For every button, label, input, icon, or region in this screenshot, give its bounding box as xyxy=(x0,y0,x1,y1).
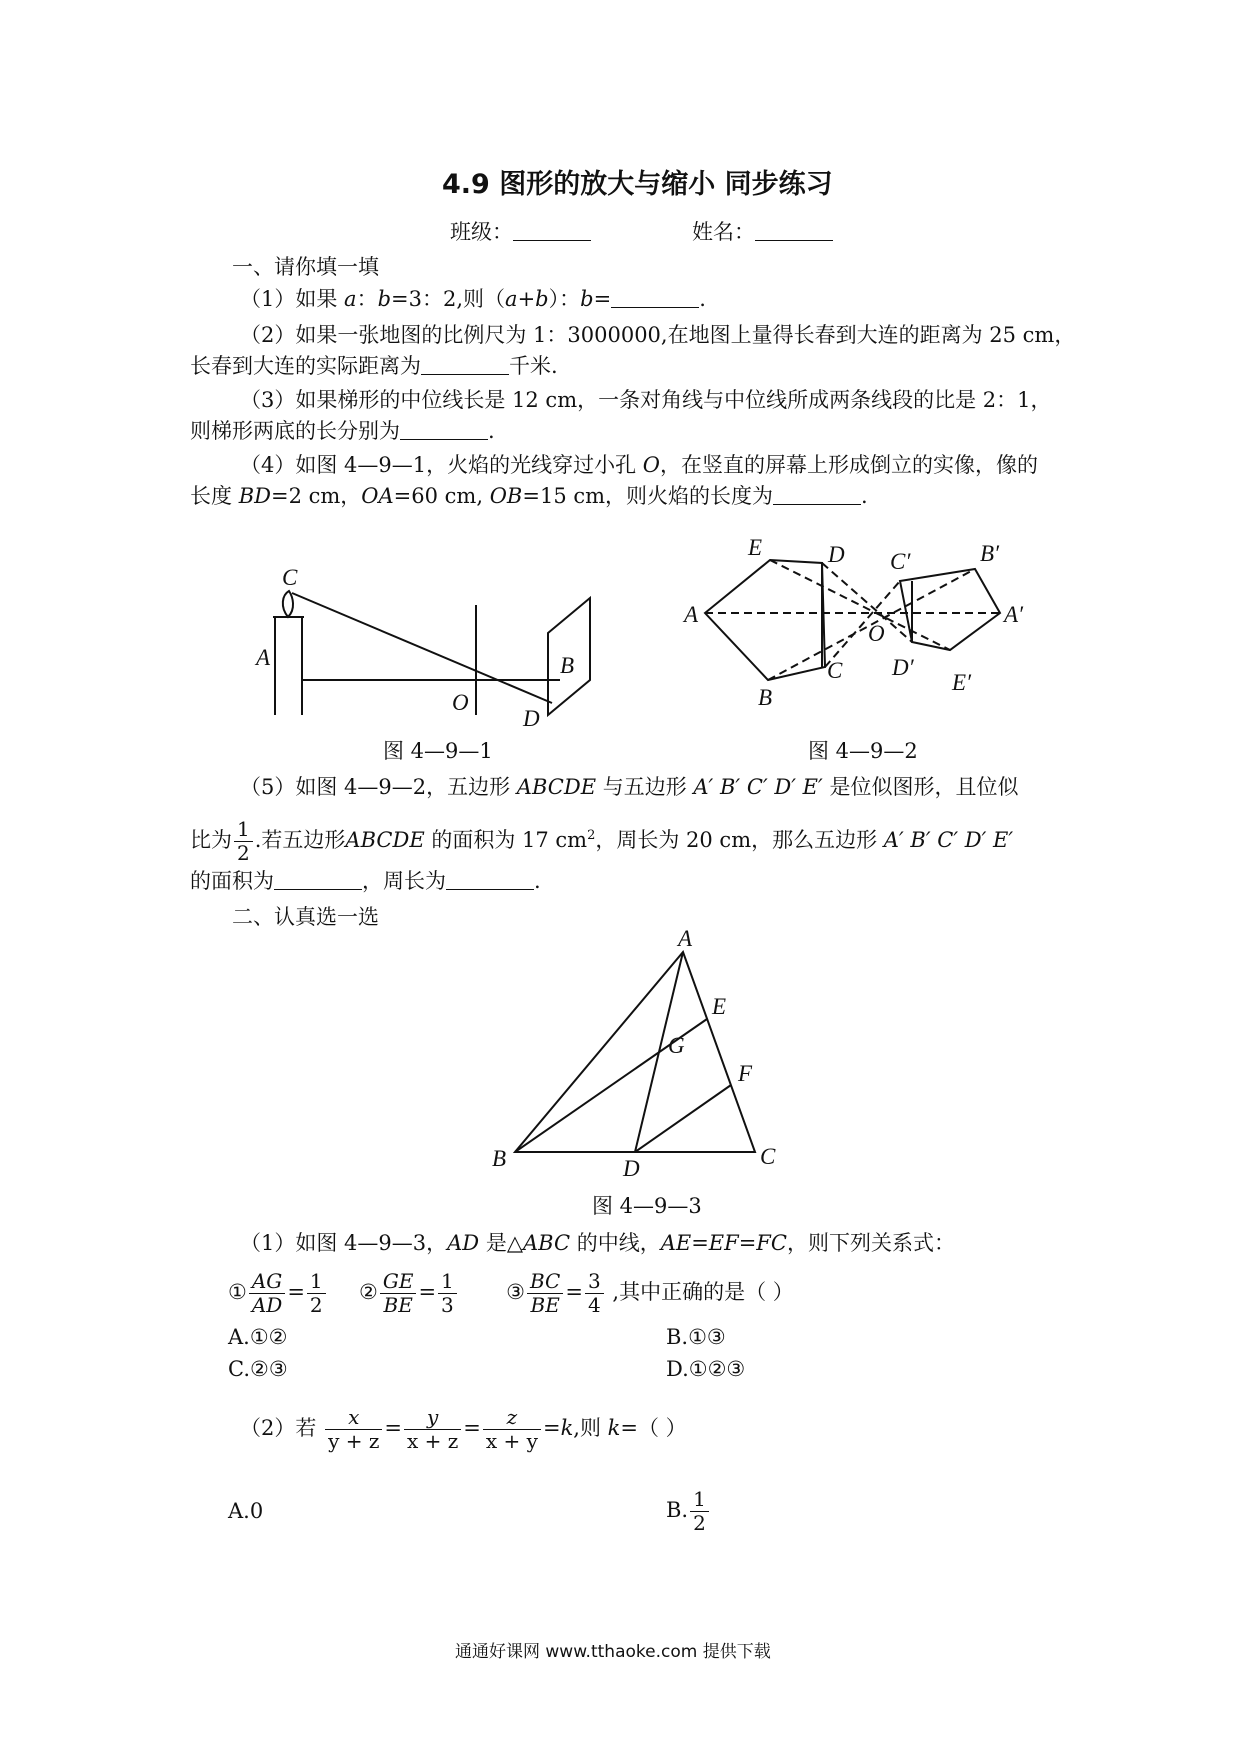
label-A: A xyxy=(684,602,699,627)
dashed-EEp xyxy=(770,560,950,650)
label-A: A xyxy=(678,930,693,951)
answer-blank xyxy=(274,869,362,890)
q2-option-A[interactable]: A.0 xyxy=(228,1499,264,1523)
relation-3: ③ $\frac{BC}{BE}$ = $\frac{3}{4}$ xyxy=(506,1280,612,1304)
figure-4-9-3 xyxy=(480,930,800,1180)
light-ray xyxy=(292,593,552,703)
ratio-fraction: $\frac{1}{2}$ xyxy=(234,818,253,865)
label-O: O xyxy=(452,690,469,715)
label-D: D xyxy=(828,542,845,567)
class-field xyxy=(450,217,591,247)
label-O: O xyxy=(868,621,885,646)
figure-4-9-2 xyxy=(670,525,1040,725)
option-B[interactable]: B.①③ xyxy=(666,1325,726,1349)
label-B: B xyxy=(758,685,773,710)
relation-1: ① $\frac{AG}{AD}$ = $\frac{1}{2}$ xyxy=(228,1280,334,1304)
question-1-5-line1: （5）如图 4—9—2，五边形 ABCDE 与五边形 A′ B′ C′ D′ E′ 是位似图形，且位似 xyxy=(240,775,1019,799)
question-2-2: （2）若 $\frac{x}{y + z}$ = $\frac{y}{x + z}$ = $\frac{z}{x + y}$ =k,则 k=（ ） xyxy=(240,1405,687,1453)
answer-blank xyxy=(773,484,861,505)
dashed-CCp xyxy=(825,581,900,667)
label-B: B xyxy=(492,1146,507,1171)
figure-4-9-3-caption: 图 4—9—3 xyxy=(592,1194,702,1218)
question-1-5-line3: 的面积为 ，周长为 . xyxy=(190,869,541,893)
name-field xyxy=(692,217,833,247)
question-1-2-line1: （2）如果一张地图的比例尺为 1：3000000,在地图上量得长春到大连的距离为 25 cm， xyxy=(240,323,1076,347)
label-Aprime: A′ xyxy=(1004,602,1024,627)
question-1-4-line2: 长度 BD=2 cm，OA=60 cm, OB=15 cm，则火焰的长度为 . xyxy=(190,484,868,508)
class-label: 班级： xyxy=(450,220,513,244)
question-2-1-line1: （1）如图 4—9—3，AD 是△ABC 的中线，AE=EF=FC，则下列关系式： xyxy=(240,1231,955,1255)
label-E: E xyxy=(748,535,763,560)
dashed-DDp xyxy=(822,563,912,642)
name-blank xyxy=(755,220,833,241)
flame-shape xyxy=(283,591,293,617)
answer-blank xyxy=(400,419,488,440)
triangle-ABC xyxy=(515,952,755,1152)
label-C: C xyxy=(827,658,843,683)
pentagon-prime xyxy=(900,569,1000,650)
figure-4-9-1 xyxy=(240,555,620,730)
label-D: D xyxy=(523,706,540,730)
question-1-4-line1: （4）如图 4—9—1，火焰的光线穿过小孔 O，在竖直的屏幕上形成倒立的实像，像的 xyxy=(240,453,1039,477)
answer-blank xyxy=(421,354,509,375)
label-C: C xyxy=(760,1144,776,1169)
name-label: 姓名： xyxy=(692,220,755,244)
label-G: G xyxy=(668,1033,685,1058)
label-C: C xyxy=(282,565,298,590)
class-blank xyxy=(513,220,591,241)
label-A: A xyxy=(256,645,271,670)
label-B: B xyxy=(560,653,575,678)
question-1-3-line2: 则梯形两底的长分别为 . xyxy=(190,419,495,443)
page-footer: 通通好课网 www.tthaoke.com 提供下载 xyxy=(455,1642,771,1662)
question-1-3-line1: （3）如果梯形的中位线长是 12 cm，一条对角线与中位线所成两条线段的比是 2：1， xyxy=(240,388,1052,412)
option-A[interactable]: A.①② xyxy=(228,1325,288,1349)
answer-blank xyxy=(611,287,699,308)
page-title: 4.9 图形的放大与缩小 同步练习 xyxy=(442,169,833,200)
relation-2: ② $\frac{GE}{BE}$ = $\frac{1}{3}$ xyxy=(359,1280,465,1304)
section2-heading: 二、认真选一选 xyxy=(232,905,379,929)
question-1-5-line2: 比为 $\frac{1}{2}$ .若五边形ABCDE 的面积为 17 $cm^2$，周长为 20 cm，那么五边形 A′ B′ C′ D′ E′ xyxy=(190,817,1014,865)
label-E: E xyxy=(712,994,727,1019)
label-Cprime: C′ xyxy=(890,549,911,574)
label-Eprime: E′ xyxy=(952,670,972,695)
question-2-1-relations: ① $\frac{AG}{AD}$ = $\frac{1}{2}$ ② $\frac{GE}{BE}$ = $\frac{1}{3}$ ③ $\frac{BC}{BE}$ = $\frac{3}{4}$ ,其中正确的是（ ） xyxy=(228,1269,794,1317)
question-1-1: （1）如果 a：b=3：2,则（a+b）：b= . xyxy=(240,287,706,311)
label-D: D xyxy=(623,1156,640,1180)
label-F: F xyxy=(738,1061,753,1086)
figure-4-9-1-caption: 图 4—9—1 xyxy=(383,739,493,763)
label-Dprime: D′ xyxy=(892,655,914,680)
option-C[interactable]: C.②③ xyxy=(228,1357,288,1381)
answer-blank xyxy=(446,869,534,890)
label-Bprime: B′ xyxy=(980,541,1000,566)
option-D[interactable]: D.①②③ xyxy=(666,1357,746,1381)
section1-heading: 一、请你填一填 xyxy=(232,255,379,279)
figure-4-9-2-caption: 图 4—9—2 xyxy=(808,739,918,763)
question-1-2-line2: 长春到大连的实际距离为 千米. xyxy=(190,354,558,378)
q2-option-B[interactable]: B. $\frac{1}{2}$ xyxy=(666,1482,711,1538)
